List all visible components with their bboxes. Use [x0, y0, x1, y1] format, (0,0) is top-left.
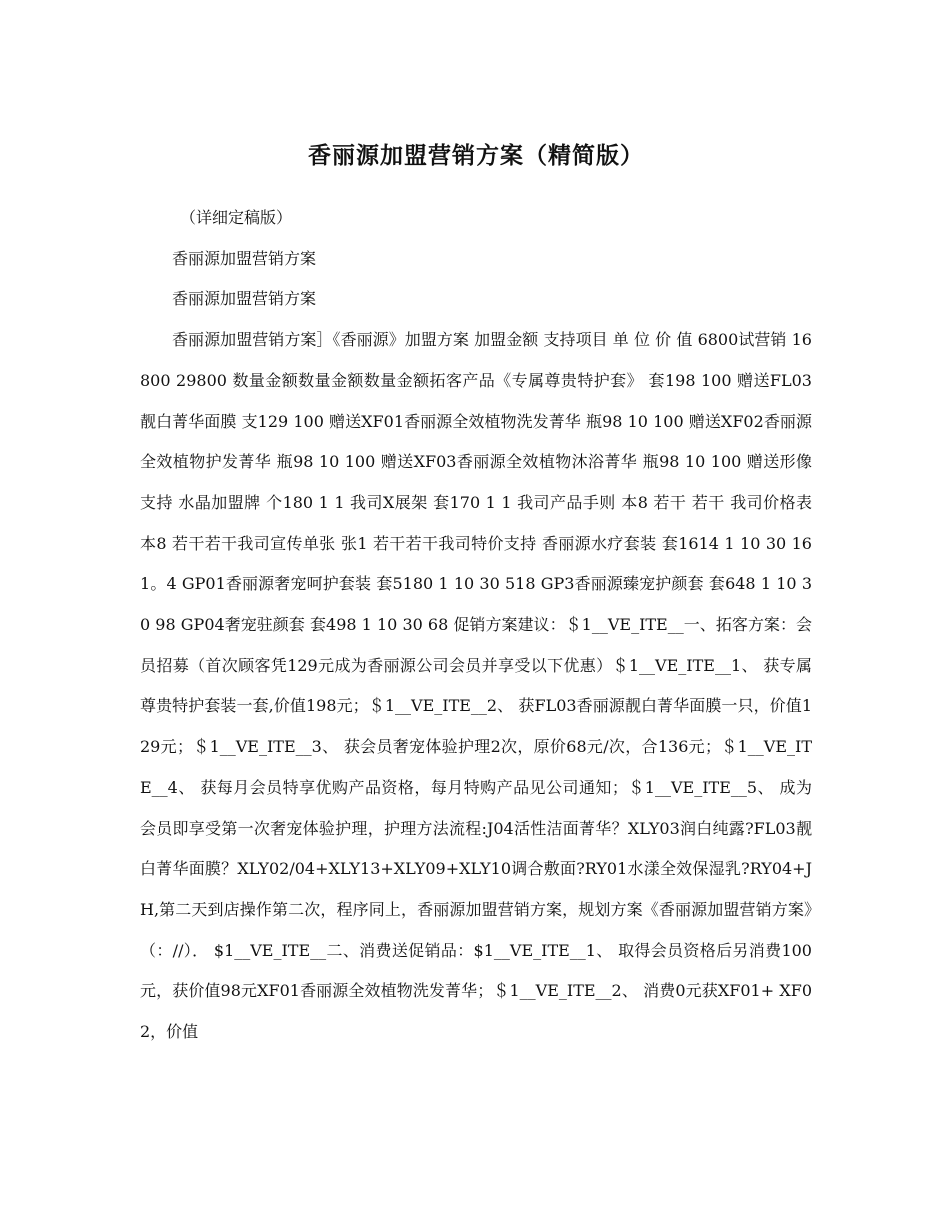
- subtitle-paragraph: 香丽源加盟营销方案: [172, 248, 317, 268]
- body-paragraph: 香丽源加盟营销方案］《香丽源》加盟方案 加盟金额 支持项目 单 位 价 值 6800试营销 16800 29800 数量金额数量金额数量金额拓客产品《专属尊贵特护套》 套198 100 赠送FL03靓白菁华面膜 支129 100 赠送XF01香丽源全效植物洗发菁华 瓶98 10 100 赠送XF02香丽源全效植物护发菁华 瓶98 10 100 赠送XF03香丽源全效植物沐浴菁华 瓶98 10 100 赠送形像 支持 水晶加盟牌 个180 1 1 我司X展架 套170 1 1 我司产品手则 本8 若干 若干 我司价格表 本8 若干若干我司宣传单张 张1 若干若干我司特价支持 香丽源水疗套装 套1614 1 10 30 161。4 GP01香丽源奢宠呵护套装 套5180 1 10 30 518 GP3香丽源臻宠护颜套 套648 1 10 30 98 GP04奢宠驻颜套 套498 1 10 30 68 促销方案建议：＄1__VE_ITE__一、拓客方案：会员招募（首次顾客凭129元成为香丽源公司会员并享受以下优惠）＄1__VE_ITE__1、 获专属尊贵特护套装一套,价值198元；＄1__VE_ITE__2、 获FL03香丽源靓白菁华面膜一只，价值129元；＄1__VE_ITE__3、 获会员奢宠体验护理2次，原价68元/次，合136元；＄1__VE_ITE__4、 获每月会员特享优购产品资格，每月特购产品见公司通知；＄1__VE_ITE__5、 成为会员即享受第一次奢宠体验护理，护理方法流程:J04活性洁面菁华？XLY03润白纯露?FL03靓白菁华面膜？XLY02/04+XLY13+XLY09+XLY10调合敷面?RY01水漾全效保湿乳?RY04+JH,第二天到店操作第二次，程序同上，香丽源加盟营销方案，规划方案《香丽源加盟营销方案》（：//）． $1__VE_ITE__二、消费送促销品：$1__VE_ITE__1、 取得会员资格后另消费100元，获价值98元XF01香丽源全效植物洗发菁华；＄1__VE_ITE__2、 消费0元获XF01+ XF02，价值: [140, 330, 812, 1042]
- subtitle-paragraph: 香丽源加盟营销方案: [172, 289, 317, 309]
- version-note: （详细定稿版）: [180, 208, 293, 227]
- document-title: 香丽源加盟营销方案（精简版）: [308, 142, 644, 169]
